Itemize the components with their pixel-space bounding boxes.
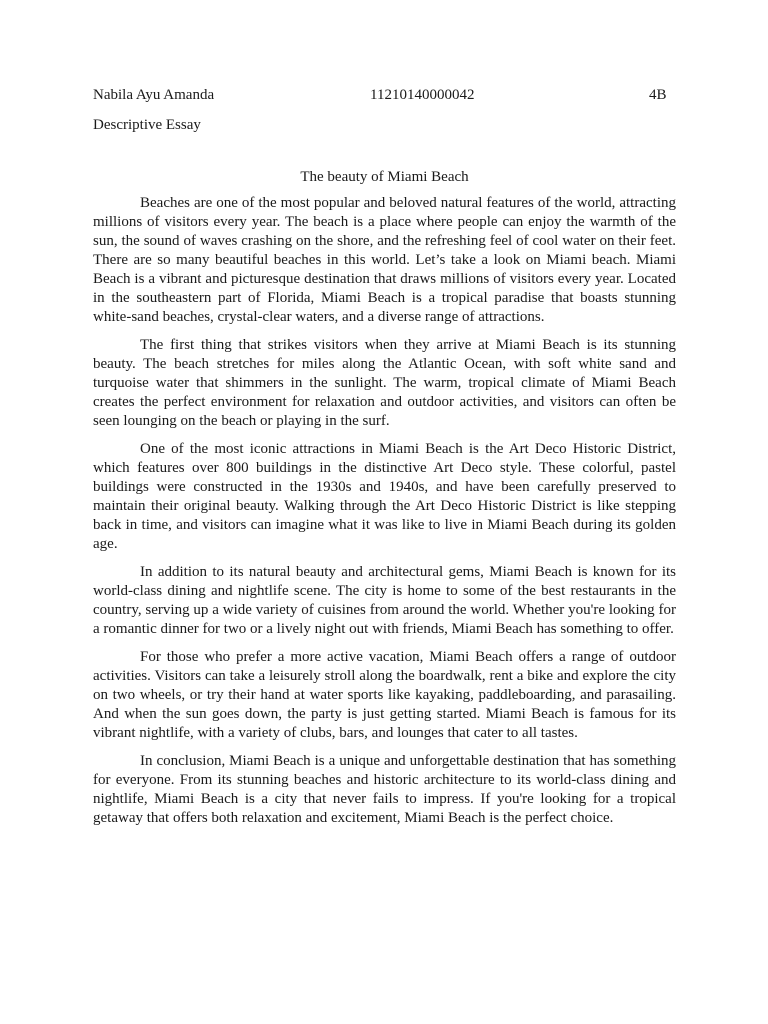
author-name: Nabila Ayu Amanda (93, 87, 215, 103)
student-id: 11210140000042 (370, 87, 475, 103)
paragraph-activities: For those who prefer a more active vacation, Miami Beach offers a range of outdoor activities. Visitors can take a leisurely stroll along the boardwalk, rent a bike and explore the city on two wheels, or try their hand at water sports like kayaking, paddleboarding, and parasailing. And when the sun goes down, the party is just getting started. Miami Beach is famous for its vibrant nightlife, with a variety of clubs, bars, and lounges that cater to all tastes. (93, 649, 676, 741)
essay-type: Descriptive Essay (93, 117, 201, 133)
paragraph-intro: Beaches are one of the most popular and beloved natural features of the world, attracting millions of visitors every year. The beach is a place where people can enjoy the warmth of the sun, the sound of waves crashing on the shore, and the refreshing feel of cool water on their feet. There are so many beautiful beaches in this world. Let’s take a look on Miami beach. Miami Beach is a vibrant and picturesque destination that draws millions of visitors every year. Located in the southeastern part of Florida, Miami Beach is a tropical paradise that boasts stunning white-sand beaches, crystal-clear waters, and a diverse range of attractions. (93, 195, 676, 325)
paragraph-conclusion: In conclusion, Miami Beach is a unique and unforgettable destination that has something for everyone. From its stunning beaches and historic architecture to its world-class dining and nightlife, Miami Beach is a city that never fails to impress. If you're looking for a tropical getaway that offers both relaxation and excitement, Miami Beach is the perfect choice. (93, 753, 676, 826)
paragraph-art-deco: One of the most iconic attractions in Miami Beach is the Art Deco Historic District, which features over 800 buildings in the distinctive Art Deco style. These colorful, pastel buildings were constructed in the 1930s and 1940s, and have been carefully preserved to maintain their original beauty. Walking through the Art Deco Historic District is like stepping back in time, and visitors can imagine what it was like to live in Miami Beach during its golden age. (93, 441, 676, 552)
document-body (93, 86, 676, 828)
paragraph-beauty: The first thing that strikes visitors when they arrive at Miami Beach is its stunning beauty. The beach stretches for miles along the Atlantic Ocean, with soft white sand and turquoise water that shimmers in the sunlight. The warm, tropical climate of Miami Beach creates the perfect environment for relaxation and outdoor activities, and visitors can often be seen lounging on the beach or playing in the surf. (93, 337, 676, 429)
essay-title: The beauty of Miami Beach (300, 169, 469, 185)
class-label: 4B (649, 87, 667, 103)
header-row (93, 86, 676, 105)
paragraph-dining: In addition to its natural beauty and architectural gems, Miami Beach is known for its world-class dining and nightlife scene. The city is home to some of the best restaurants in the country, serving up a wide variety of cuisines from around the world. Whether you're looking for a romantic dinner for two or a lively night out with friends, Miami Beach has something to offer. (93, 564, 676, 637)
